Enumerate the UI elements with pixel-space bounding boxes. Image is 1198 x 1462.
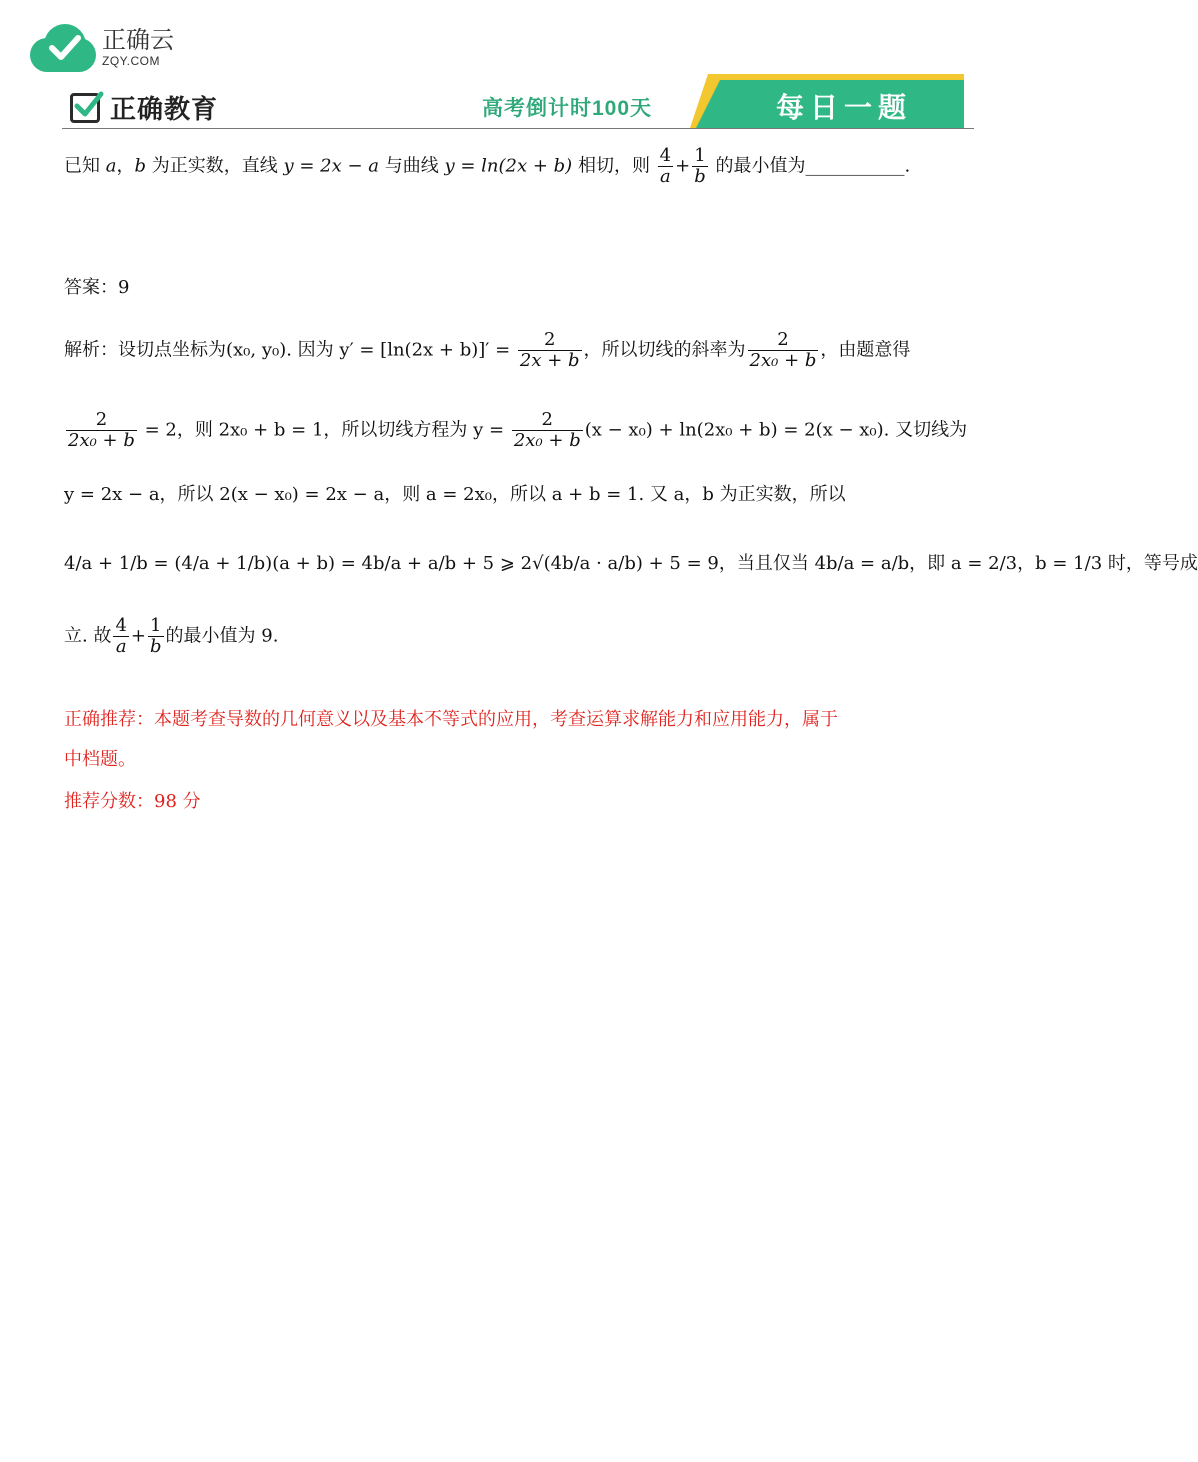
solution-line-3: y = 2x − a，所以 2(x − x₀) = 2x − a，则 a = 2x₀，所以 a + b = 1. 又 a，b 为正实数，所以 [64, 484, 846, 505]
question: 已知 a，b 为正实数，直线 y = 2x − a 与曲线 y = ln(2x + b) 相切，则 $\frac{4}{a}$ + $\frac{1}{b}$ 的最小值为___________. [64, 145, 911, 187]
brand-title: 正确教育 [110, 94, 219, 124]
fraction: $\frac{4}{a}$ [659, 145, 672, 187]
recommend-line-1: 正确推荐：本题考查导数的几何意义以及基本不等式的应用，考查运算求解能力和应用能力，属于 [64, 709, 838, 730]
checkmark-icon [70, 93, 100, 123]
recommend-score: 推荐分数：98 分 [64, 791, 201, 812]
brand [70, 89, 218, 126]
recommend-line-2: 中档题。 [64, 749, 136, 770]
banner-title: 每日一题 [776, 92, 913, 123]
solution-line-2: $\frac{2}{\text{2x₀ + b}}$ = 2，则 2x₀ + b = 1，所以切线方程为 y = $\frac{2}{\text{2x₀ + b}}$ (x − x₀) + ln(2x₀ + b) = 2(x − x₀). 又切线为 [68, 409, 968, 451]
solution-line-5: 立. 故 $\frac{4}{a}$ + $\frac{1}{b}$ 的最小值为 9. [64, 615, 279, 657]
answer-blank: ___________. [805, 155, 911, 177]
answer-value: 9 [118, 277, 130, 298]
zqy-logo [30, 24, 174, 72]
fraction: $\frac{1}{b}$ [694, 145, 706, 187]
logo-en: ZQY.COM [102, 54, 160, 68]
solution-line-4: 4/a + 1/b = (4/a + 1/b)(a + b) = 4b/a + a/b + 5 ⩾ 2√(4b/a · a/b) + 5 = 9，当且仅当 4b/a = a/b，即 a = 2/3，b = 1/3 时，等号成 [64, 553, 1198, 574]
logo-cn: 正确云 [102, 27, 174, 54]
answer: 答案：9 [64, 277, 130, 298]
cloud-check-icon [30, 24, 100, 72]
solution-line-1: 解析：设切点坐标为(x₀, y₀). 因为 y′ = [ln(2x + b)]′ = $\frac{2}{2x + b}$ ，所以切线的斜率为 $\frac{2}{\text{2x₀ + b}}$ ，由题意得 [64, 329, 911, 371]
header-divider [62, 128, 974, 129]
countdown-text: 高考倒计时100天 [482, 97, 653, 120]
